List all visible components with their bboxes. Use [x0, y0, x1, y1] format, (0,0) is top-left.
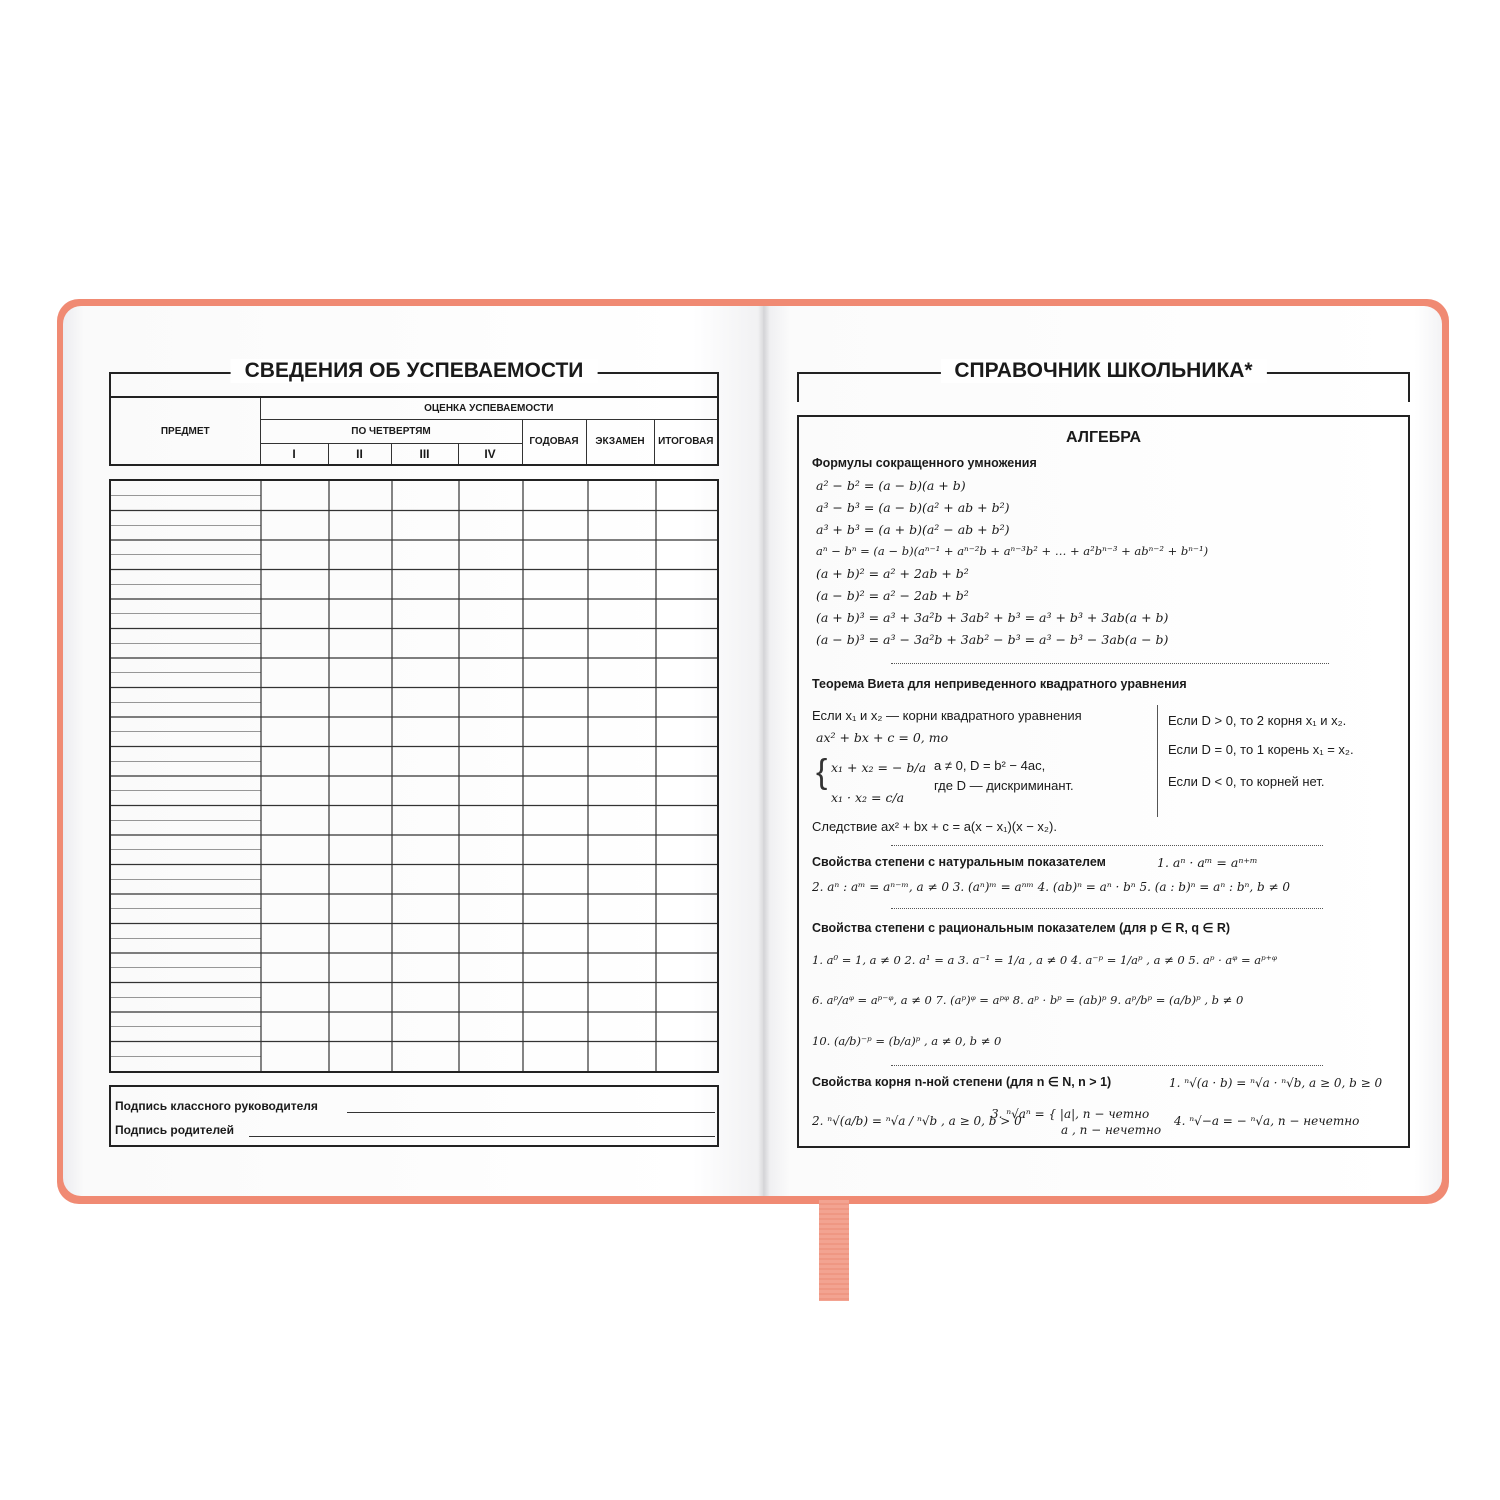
- mult-formula: a³ − b³ = (a − b)(a² + ab + b²): [816, 500, 1010, 515]
- root-rule: 1. ⁿ√(a · b) = ⁿ√a · ⁿ√b, a ≥ 0, b ≥ 0: [1169, 1076, 1383, 1090]
- discriminant-rule: Если D > 0, то 2 корня x₁ и x₂.: [1168, 713, 1347, 728]
- mult-formula: (a + b)³ = a³ + 3a²b + 3ab² + b³ = a³ + b³ + 3ab(a + b): [816, 610, 1169, 625]
- dotted-separator: [891, 1065, 1323, 1066]
- rational-power-rules: 6. aᵖ/aᵠ = aᵖ⁻ᵠ, a ≠ 0 7. (aᵖ)ᵠ = aᵖᵠ 8. aᵖ · bᵖ = (ab)ᵖ 9. aᵖ/bᵖ = (a/b)ᵖ , b ≠ 0: [812, 993, 1244, 1007]
- quarter-2-header: II: [328, 443, 391, 465]
- mult-formula: (a − b)³ = a³ − 3a²b + 3ab² − b³ = a³ − b³ − 3ab(a − b): [816, 632, 1169, 647]
- signatures-box: [109, 1085, 719, 1147]
- natural-power-rule: 1. aⁿ · aᵐ = aⁿ⁺ᵐ: [1157, 855, 1258, 870]
- root-rule: 4. ⁿ√−a = − ⁿ√a, n − нечетно: [1174, 1114, 1360, 1128]
- teacher-signature-line[interactable]: [347, 1112, 715, 1113]
- rational-power-title: Свойства степени с рациональным показателем (для p ∈ R, q ∈ R): [812, 921, 1231, 935]
- natural-power-rules: 2. aⁿ : aᵐ = aⁿ⁻ᵐ, a ≠ 0 3. (aⁿ)ᵐ = aⁿᵐ 4. (ab)ⁿ = aⁿ · bⁿ 5. (a : b)ⁿ = aⁿ : bⁿ, b ≠ 0: [812, 880, 1291, 894]
- grades-header-table: [109, 396, 719, 466]
- section-title: АЛГЕБРА: [1065, 429, 1142, 446]
- quarter-1-header: I: [260, 443, 328, 465]
- discriminant-rule: Если D = 0, то 1 корень x₁ = x₂.: [1168, 742, 1354, 757]
- vieta-equation: ax² + bx + c = 0, то: [816, 730, 949, 745]
- vieta-title: Теорема Виета для неприведенного квадратного уравнения: [812, 677, 1187, 691]
- discriminant-rule: Если D < 0, то корней нет.: [1168, 774, 1325, 789]
- root-title: Свойства корня n-ной степени (для n ∈ N, n > 1): [812, 1075, 1112, 1089]
- teacher-signature-label: Подпись классного руководителя: [115, 1099, 318, 1113]
- grades-grid-lines: [111, 481, 717, 1071]
- vieta-condition: a ≠ 0, D = b² − 4ac,: [934, 758, 1046, 773]
- right-page-title: СПРАВОЧНИК ШКОЛЬНИКА*: [940, 359, 1266, 383]
- reference-box: [797, 415, 1410, 1148]
- subject-header: ПРЕДМЕТ: [110, 397, 260, 465]
- natural-power-title: Свойства степени с натуральным показателем: [812, 855, 1106, 869]
- vieta-condition: где D — дискриминант.: [934, 778, 1074, 793]
- root-rule: 3. ⁿ√aⁿ = { |a|, n − четно: [991, 1107, 1150, 1121]
- parents-signature-label: Подпись родителей: [115, 1123, 234, 1137]
- mult-formula: aⁿ − bⁿ = (a − b)(aⁿ⁻¹ + aⁿ⁻²b + aⁿ⁻³b² + … + a²bⁿ⁻³ + abⁿ⁻² + bⁿ⁻¹): [816, 544, 1209, 558]
- mult-formula: (a + b)² = a² + 2ab + b²: [816, 566, 969, 581]
- vieta-sum: x₁ + x₂ = − b/a: [831, 760, 927, 775]
- grades-grid[interactable]: [109, 479, 719, 1073]
- root-rule: 2. ⁿ√(a/b) = ⁿ√a / ⁿ√b , a ≥ 0, b > 0: [812, 1114, 1022, 1128]
- quarter-3-header: III: [391, 443, 458, 465]
- root-rule: a , n − нечетно: [1061, 1123, 1162, 1137]
- dotted-separator: [891, 908, 1323, 909]
- spine-shadow: [758, 306, 770, 1196]
- vertical-separator: [1157, 705, 1158, 817]
- left-page-title: СВЕДЕНИЯ ОБ УСПЕВАЕМОСТИ: [231, 359, 598, 383]
- vieta-corollary: Следствие ax² + bx + c = a(x − x₁)(x − x₂).: [812, 819, 1057, 834]
- rational-power-rule: 10. (a/b)⁻ᵖ = (b/a)ᵖ , a ≠ 0, b ≠ 0: [812, 1034, 1002, 1048]
- mult-formulas-title: Формулы сокращенного умножения: [812, 456, 1037, 470]
- mult-formula: a³ + b³ = (a + b)(a² − ab + b²): [816, 522, 1010, 537]
- vieta-brace: {: [816, 753, 828, 791]
- final-header: ИТОГОВАЯ: [654, 419, 718, 465]
- parents-signature-line[interactable]: [249, 1136, 715, 1137]
- dotted-separator: [891, 845, 1323, 846]
- vieta-product: x₁ · x₂ = c/a: [831, 790, 905, 805]
- vieta-line: Если x₁ и x₂ — корни квадратного уравнения: [812, 708, 1082, 723]
- quarter-4-header: IV: [458, 443, 522, 465]
- annual-header: ГОДОВАЯ: [522, 419, 586, 465]
- mult-formula: (a − b)² = a² − 2ab + b²: [816, 588, 969, 603]
- right-title-frame: [797, 359, 1410, 402]
- dotted-separator: [891, 663, 1329, 664]
- mult-formula: a² − b² = (a − b)(a + b): [816, 478, 966, 493]
- grade-header: ОЦЕНКА УСПЕВАЕМОСТИ: [260, 397, 718, 419]
- rational-power-rules: 1. a⁰ = 1, a ≠ 0 2. a¹ = a 3. a⁻¹ = 1/a , a ≠ 0 4. a⁻ᵖ = 1/aᵖ , a ≠ 0 5. aᵖ · aᵠ = aᵖ⁺ᵠ: [812, 953, 1277, 967]
- bookmark-ribbon[interactable]: [819, 1200, 849, 1301]
- quarters-header: ПО ЧЕТВЕРТЯМ: [260, 419, 522, 443]
- exam-header: ЭКЗАМЕН: [586, 419, 654, 465]
